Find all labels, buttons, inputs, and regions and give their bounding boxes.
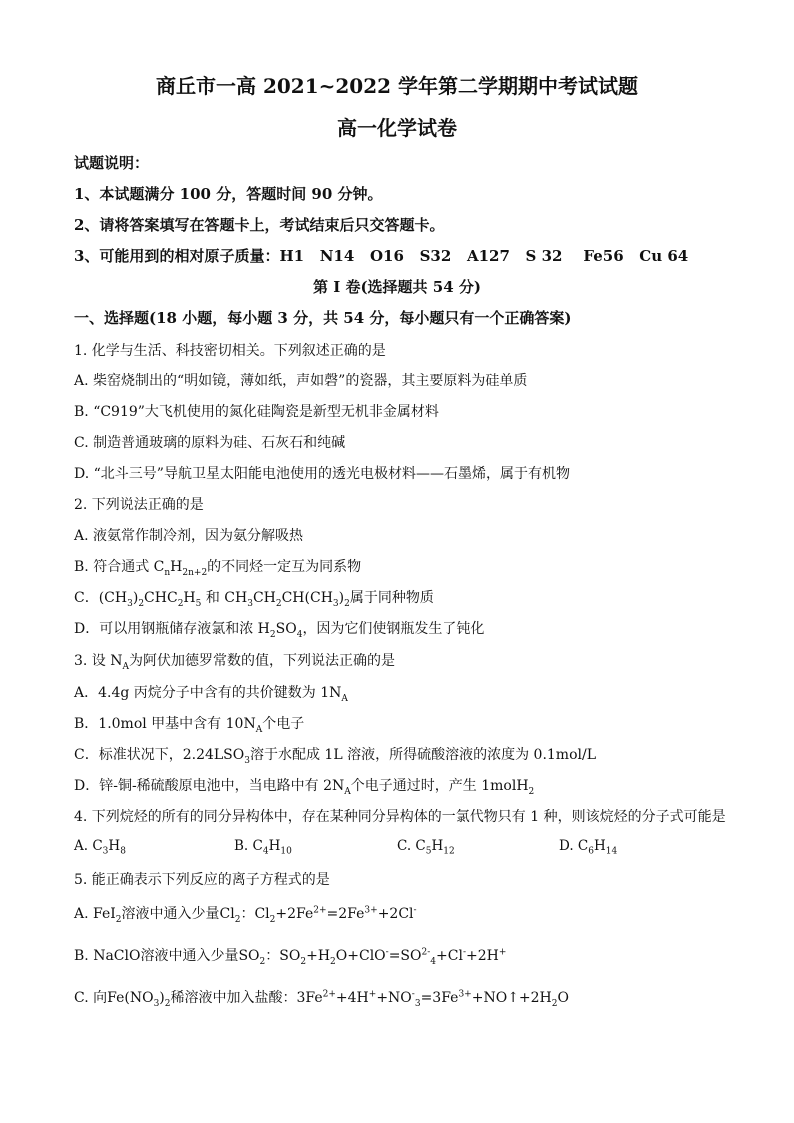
page-title: 商丘市一高 2021~2022 学年第二学期期中考试试题: [155, 74, 638, 98]
q5-option-a: A. FeI$_2$溶液中通入少量$Cl_2$：$Cl_2+2Fe^{2+}=2Fe^{3+}+2Cl^-$: [74, 905, 417, 925]
instruction-item-2: 2、请将答案填写在答题卡上，考试结束后只交答题卡。: [74, 216, 445, 234]
section-part: 一、选择题(18 小题，每小题 3 分，共 54 分，每小题只有一个正确答案): [74, 309, 572, 327]
q2-option-d: D．可以用钢瓶储存液氯和浓 $H_2SO_4$，因为它们使钢瓶发生了钝化: [74, 621, 485, 640]
q5-stem: 5. 能正确表示下列反应的离子方程式的是: [74, 872, 330, 888]
q1-stem: 1. 化学与生活、科技密切相关。下列叙述正确的是: [74, 343, 386, 359]
q2-option-a: A. 液氨常作制冷剂，因为氨分解吸热: [74, 528, 304, 544]
q1-option-c: C. 制造普通玻璃的原料为硅、石灰石和纯碱: [74, 435, 346, 451]
q4-option-a: A. $C_3H_8$: [74, 838, 126, 857]
q4-stem: 4. 下列烷烃的所有的同分异构体中，存在某种同分异构体的一氯代物只有 1 种，则该烷烃的分子式可能是: [74, 809, 726, 825]
q4-option-c: C. $C_5H_{12}$: [397, 838, 455, 857]
q2-option-b: B. 符合通式 $C_nH_{2n+2}$的不同烃一定互为同系物: [74, 559, 362, 578]
q5-option-b: B. NaClO溶液中通入少量$SO_2$：$SO_2+H_2O+ClO^-=SO^{2-}_4+Cl^-+2H^+$: [74, 947, 507, 967]
q3-option-c: C．标准状况下，$2.24LSO_3$溶于水配成 1L 溶液，所得硫酸溶液的浓度为 0.1mol/L: [74, 747, 596, 766]
q5-option-c: C. 向$Fe(NO_3)_2$稀溶液中加入盐酸：$3Fe^{2+}+4H^++NO^-_3=3Fe^{3+}+NO↑+2H_2O$: [74, 989, 569, 1009]
instructions-heading: 试题说明：: [74, 154, 150, 172]
q3-option-b: B．1.0mol 甲基中含有 $10N_A$个电子: [74, 716, 305, 735]
q4-option-d: D. $C_6H_{14}$: [559, 838, 618, 857]
section-title: 第 I 卷(选择题共 54 分): [313, 278, 481, 296]
q3-option-a: A．4.4g 丙烷分子中含有的共价键数为 $1N_A$: [74, 685, 348, 704]
q1-option-b: B. “C919”大飞机使用的氮化硅陶瓷是新型无机非金属材料: [74, 404, 439, 420]
q1-option-a: A. 柴窑烧制出的“明如镜，薄如纸，声如磬”的瓷器，其主要原料为硅单质: [74, 373, 528, 389]
page-subtitle: 高一化学试卷: [337, 116, 457, 140]
q1-option-d: D. “北斗三号”导航卫星太阳能电池使用的透光电极材料——石墨烯，属于有机物: [74, 466, 570, 482]
q2-option-c: C．$(CH_3)_2CHC_2H_5$ 和 $CH_3CH_2CH(CH_3)_2$属于同种物质: [74, 590, 434, 609]
instruction-item-1: 1、本试题满分 100 分，答题时间 90 分钟。: [74, 185, 383, 203]
instruction-item-3: 3、可能用到的相对原子质量：H1 N14 O16 S32 A127 S 32 Fe56 Cu 64: [74, 247, 689, 265]
q4-option-b: B. $C_4H_{10}$: [234, 838, 292, 857]
q3-option-d: D．锌-铜-稀硫酸原电池中，当电路中有 $2N_A$个电子通过时，产生 1molH$_2$: [74, 778, 535, 797]
q3-stem: 3. 设 $N_A$为阿伏加德罗常数的值，下列说法正确的是: [74, 653, 396, 672]
q2-stem: 2. 下列说法正确的是: [74, 497, 204, 513]
